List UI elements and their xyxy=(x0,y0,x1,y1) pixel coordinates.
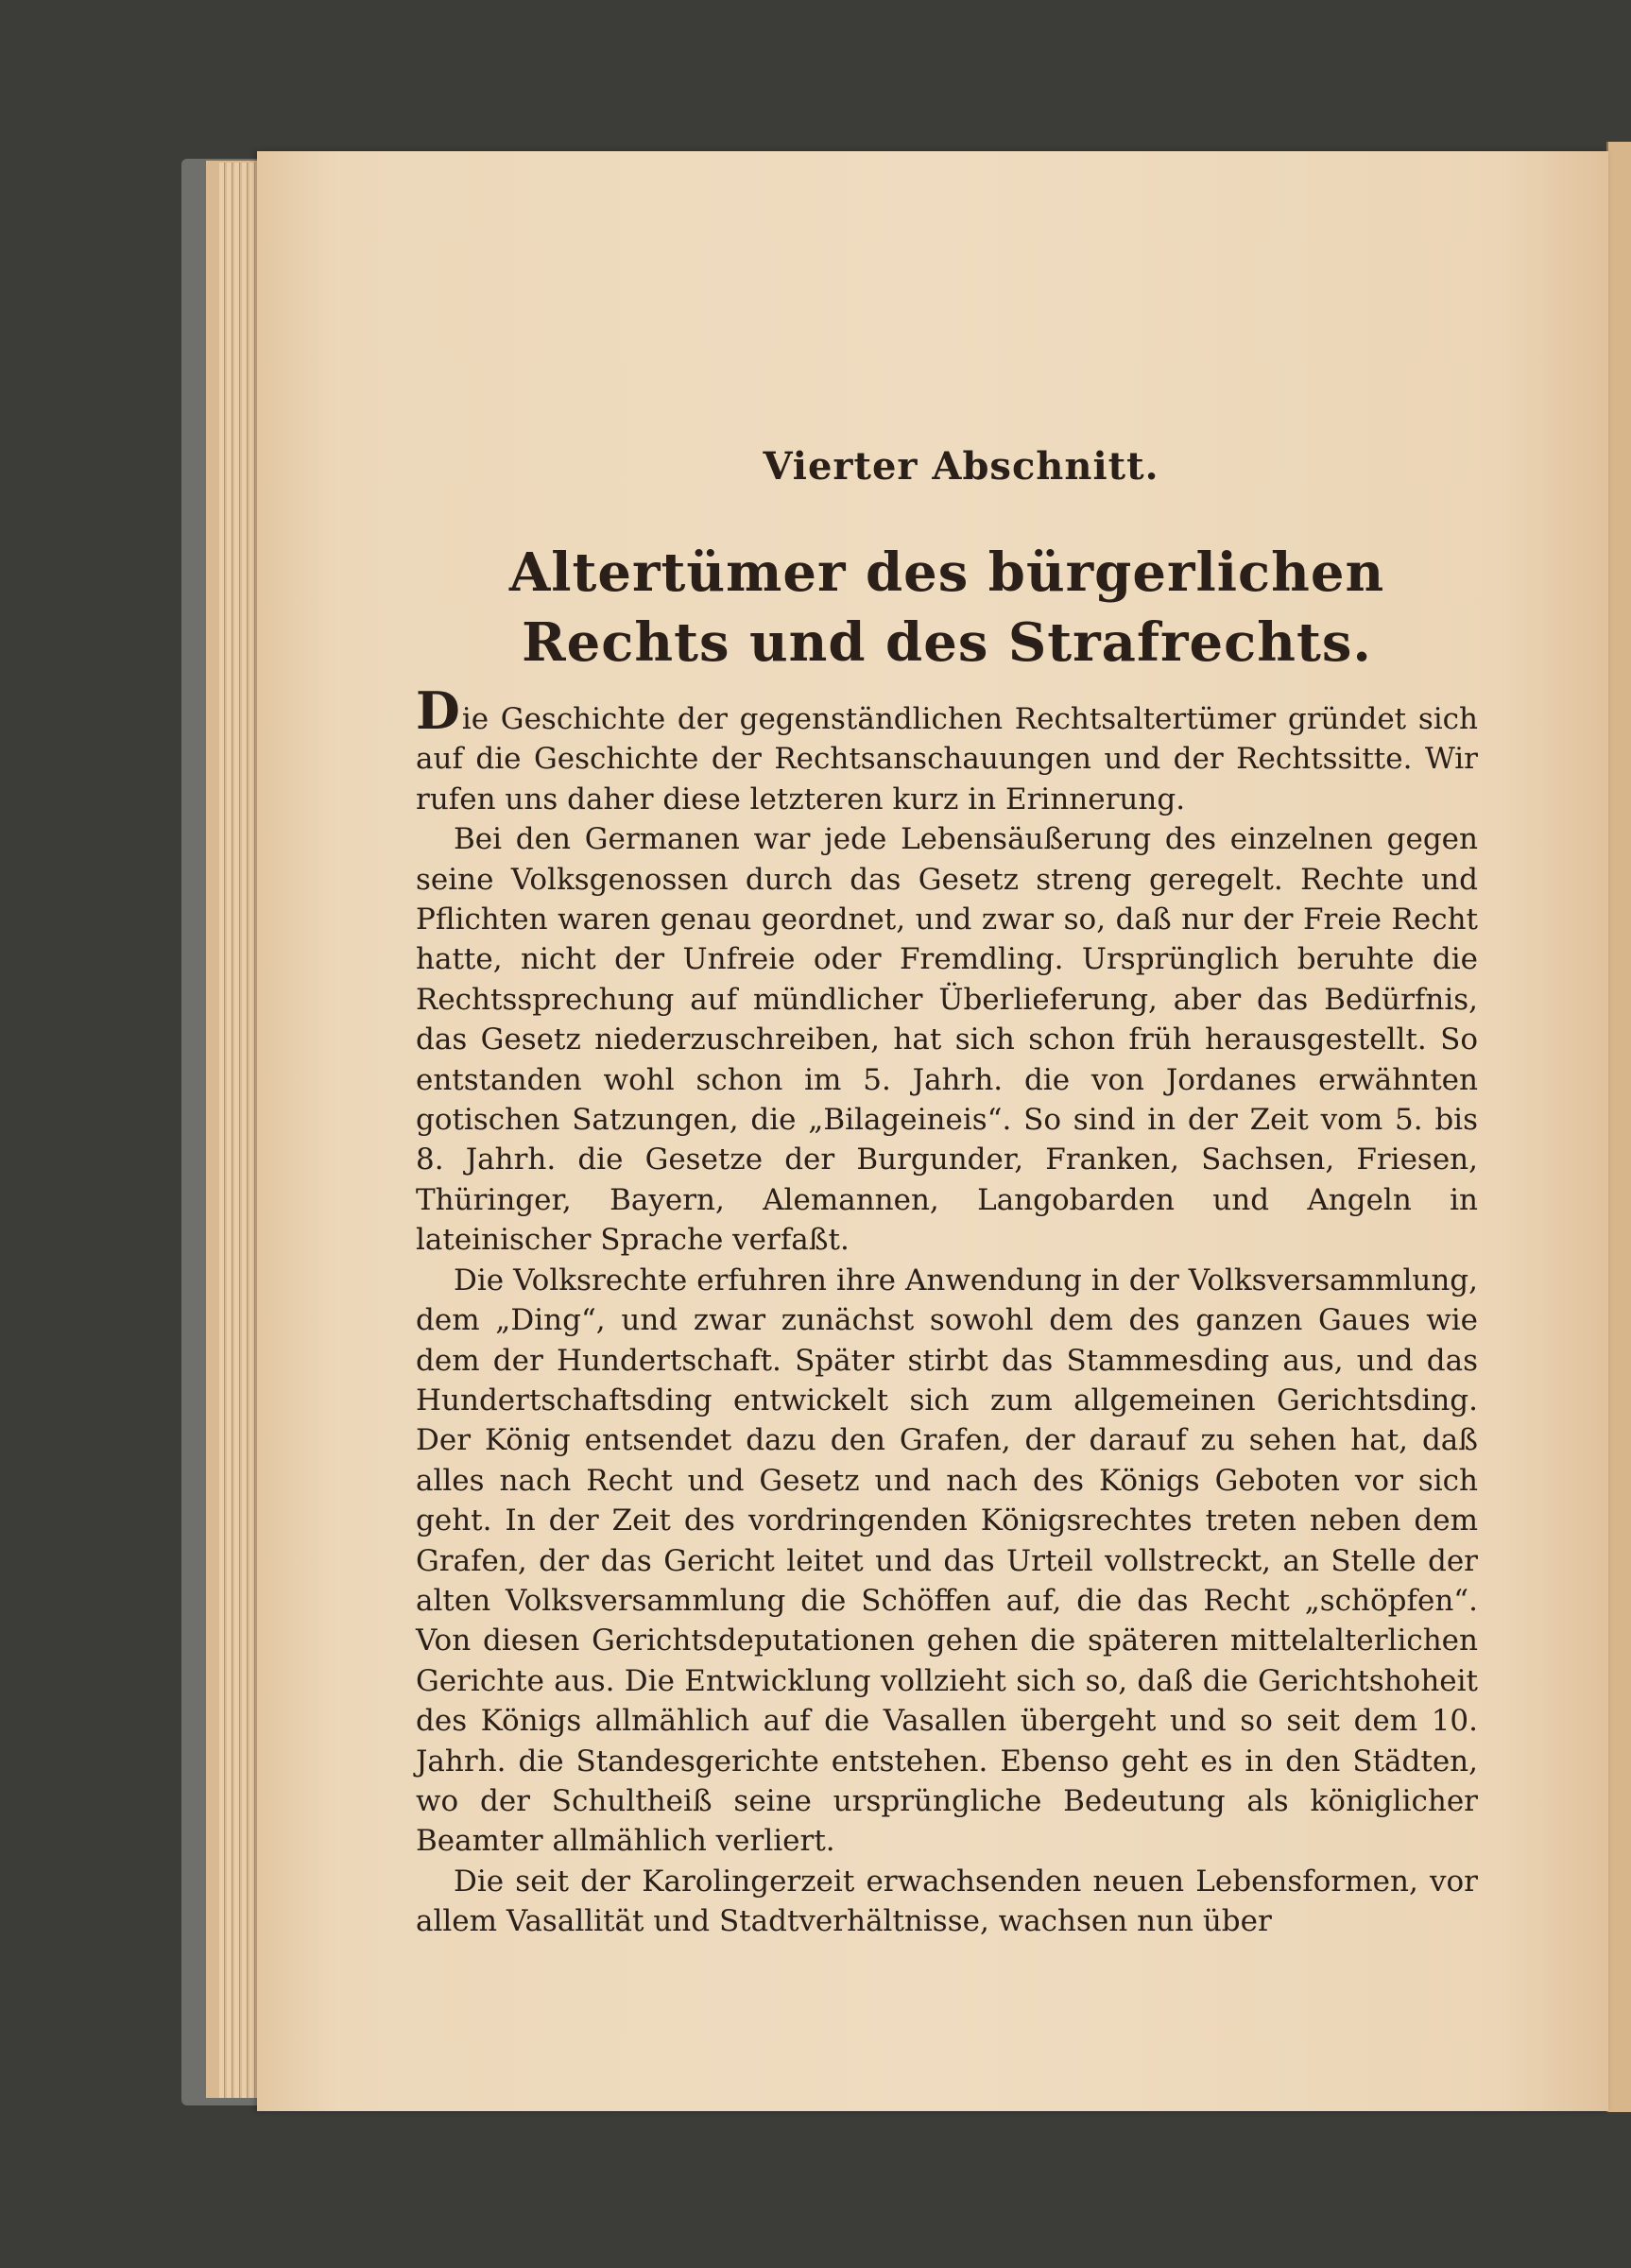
page-edge xyxy=(219,163,225,2098)
facing-page-edge xyxy=(1606,142,1631,2112)
page-edge xyxy=(234,163,240,2098)
paragraph: Die Volksrechte erfuhren ihre Anwendung in der Volksversammlung, dem „Ding“, und zwar zunächst sowohl dem des ganzen Gaues wie dem der Hundertschaft. Später stirbt das Stammesding aus, und das Hundertschaftsding entwickelt sich zum allgemeinen Gerichtsding. Der König entsendet dazu den Grafen, der darauf zu sehen hat, daß alles nach Recht und Gesetz und nach des Königs Geboten vor sich geht. In der Zeit des vordringenden Königsrechtes treten neben dem Grafen, der das Gericht leitet und das Urteil vollstreckt, an Stelle der alten Volksversammlung die Schöffen auf, die das Recht „schöpfen“. Von diesen Gerichtsdeputationen gehen die späteren mittelalterlichen Gerichte aus. Die Entwicklung vollzieht sich so, daß die Gerichtshoheit des Königs allmählich auf die Vasallen übergeht und so seit dem 10. Jahrh. die Standesgerichte entstehen. Ebenso geht es in den Städten, wo der Schultheiß seine ursprüngliche Bedeutung als königlicher Beamter allmählich verliert. xyxy=(416,1263,1478,1859)
drop-initial: D xyxy=(416,680,460,741)
paragraph: Bei den Germanen war jede Lebensäußerung des einzelnen gegen seine Volksgenossen durch das Gesetz streng geregelt. Rechte und Pflichten waren genau geordnet, und zwar so, daß nur der Freie Recht hatte, nicht der Unfreie oder Fremdling. Ursprünglich beruhte die Rechtssprechung auf mündlicher Überlieferung, aber das Bedürfnis, das Gesetz niederzuschreiben, hat sich schon früh herausgestellt. So entstanden wohl schon im 5. Jahrh. die von Jordanes erwähnten gotischen Satzungen, die „Bilageineis“. So sind in der Zeit vom 5. bis 8. Jahrh. die Gesetze der Burgunder, Franken, Sachsen, Friesen, Thüringer, Bayern, Alemannen, Langobarden und Angeln in lateinischer Sprache verfaßt. xyxy=(416,822,1478,1258)
section-label: Vierter Abschnitt. xyxy=(763,444,1159,489)
paragraph-text: ie Geschichte der gegenständlichen Rechtsaltertümer gründet sich auf die Geschichte der Rechtsanschauungen und der Rechtssitte. Wir rufen uns daher diese letzteren kurz in Erinnerung. xyxy=(416,702,1478,816)
paragraph: Die seit der Karolingerzeit erwachsenden neuen Lebensformen, vor allem Vasallität und Stadtverhältnisse, wachsen nun über xyxy=(416,1864,1478,1939)
body-text xyxy=(416,680,1478,1942)
paragraph xyxy=(416,680,1478,819)
chapter-title: Altertümer des bürgerlichen Rechts und des Strafrechts. xyxy=(508,541,1385,674)
page-edge xyxy=(227,163,232,2098)
page-content xyxy=(416,444,1478,1942)
page-edge xyxy=(242,163,248,2098)
page-edge xyxy=(249,163,255,2098)
